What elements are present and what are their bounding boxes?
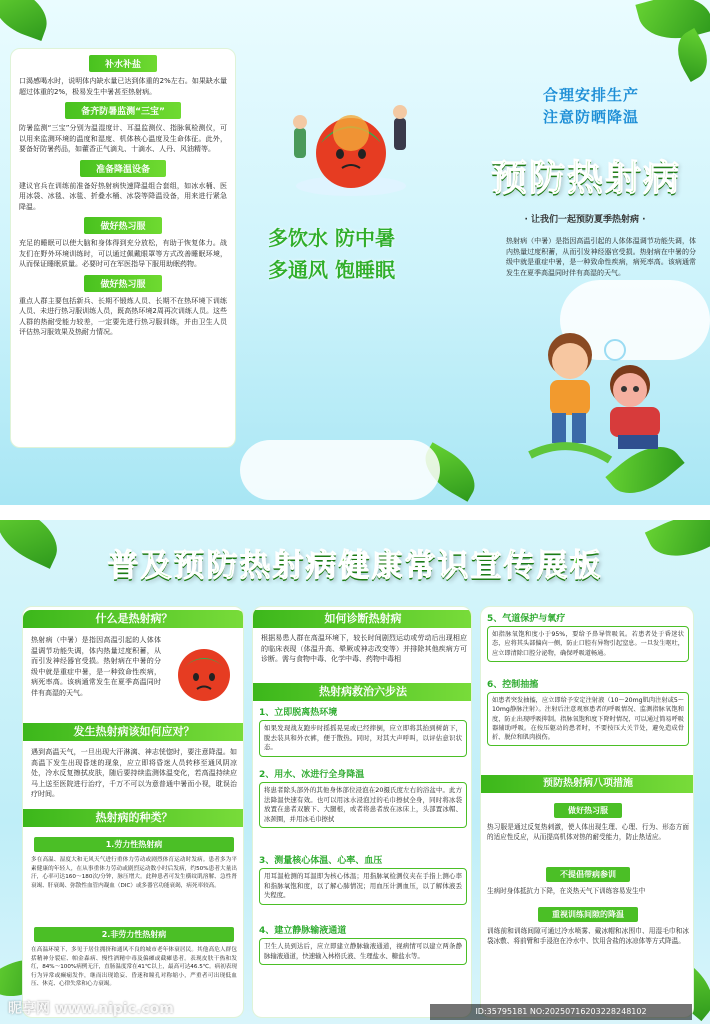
measure bbox=[487, 903, 689, 946]
tip-text: 防暑监测“三宝”分别为温湿度计、耳温监测仪、指脉氧检测仪，可以用来监测环境的温度和湿度、机体核心温度及生命体征。此外，要备好防暑药品，如藿香正气滴丸、十滴水、人丹、风油精等。 bbox=[19, 124, 227, 153]
step-title: 6、控制抽搐 bbox=[487, 680, 539, 690]
column-1 bbox=[22, 606, 244, 1018]
type-text: 多在高温、湿度大和无风天气进行重体力劳动或剧烈体育运动时发病。患者多为平素健康的年轻人，在从事重体力劳动或剧烈运动数小时后发病，约50%患者大量出汗，心率可达160～180次/分钟，脉压增大。此种患者可发生横纹肌溶解、急性肾衰竭、肝衰竭、弥散性血管内凝血（DIC）或多器官功能衰竭，病死率较高。 bbox=[31, 857, 237, 889]
measure bbox=[487, 799, 689, 842]
tip-section bbox=[19, 217, 227, 270]
type-text: 在高温环境下，多见于居住拥挤和通风不良的城市老年体衰居民。其他高危人群包括精神分裂症、帕金森病、慢性酒精中毒及偏瘫或截瘫患者。表现皮肤干热和发红，84%～100%病例无汗，直肠温度常在41℃以上，最高可达46.5℃。病初表现行为异常或癫痫发作，继而出现谵妄、昏迷和瞳孔对称缩小，严重者可出现低血压、休克、心律失常和心力衰竭。 bbox=[31, 947, 237, 987]
step-title: 1、立即脱离热环境 bbox=[259, 708, 338, 718]
type-title: 2.非劳力性热射病 bbox=[34, 927, 234, 942]
children-fanning-illustration bbox=[510, 325, 680, 465]
tip-section bbox=[19, 275, 227, 338]
column-3 bbox=[480, 606, 694, 1018]
measure-text: 热习服是通过反复热刺激，使人体出现生理、心理、行为、形态方面的适应性反应，从而提高机体对热的耐受能力，防止热适应。 bbox=[487, 823, 689, 841]
banner-title: 普及预防热射病健康常识宣传展板 bbox=[107, 548, 603, 584]
tip-section bbox=[19, 102, 227, 155]
rescue-step bbox=[487, 677, 689, 746]
tip-section bbox=[19, 160, 227, 213]
watermark-logo: 昵享网 www.nipic.com bbox=[8, 1001, 174, 1017]
step-title: 4、建立静脉输液通道 bbox=[259, 926, 347, 936]
tip-text: 充足的睡眠可以使大脑和身体得到充分放松，有助于恢复体力。战友们在野外环境训练时，可以通过佩戴眼罩等方式改善睡眠环境，从而保证睡眠质量。必要时可在军医指导下服用助眠药物。 bbox=[19, 239, 227, 268]
leaf-decoration bbox=[0, 0, 55, 41]
section-header: 热射病救治六步法 bbox=[253, 683, 472, 701]
panel-gap bbox=[0, 505, 710, 520]
rescue-step bbox=[259, 923, 467, 965]
slogan-line: 合理安排生产 bbox=[542, 86, 639, 104]
hot-earth-mascot bbox=[169, 637, 239, 707]
column-2 bbox=[252, 606, 472, 1018]
watermark-id: ID:35795181 NO:20250716203228248102 bbox=[430, 1004, 692, 1020]
cloud-decoration bbox=[240, 440, 440, 500]
measure-title: 重视训练间隙的降温 bbox=[538, 907, 638, 922]
what-text: 热射病（中暑）是指因高温引起的人体体温调节功能失调，体内热量过度积蓄，从而引发神经器官受损。热射病在中暑的分级中就是重症中暑，是一种致命性疾病，病死率高。该病通常发生在夏季高温同时伴有高湿的天气。 bbox=[31, 636, 161, 697]
measure-title: 不提倡带病参训 bbox=[546, 867, 630, 882]
section-header: 什么是热射病？ bbox=[23, 610, 244, 628]
tip-title: 补水补盐 bbox=[89, 55, 157, 72]
tip-title: 做好热习服 bbox=[84, 275, 161, 292]
tip-text: 重点人群主要包括新兵、长期不锻炼人员、长期不在热环境下训练人员、未进行热习服训练人员，既高热环境2周再次训练人员。这些人群的热耐受能力较差，一定要先进行热习服训练，并由卫生人员评估热习服效果及热耐力情况。 bbox=[19, 296, 227, 336]
diagnose-text: 根据易患人群在高温环境下，较长时间剧烈运动或劳动后出现相应的临床表现（体温升高、晕厥或神志改变等）并排除其他疾病方可诊断。需与食物中毒、化学中毒、药物中毒相 bbox=[261, 634, 467, 663]
rescue-step bbox=[259, 767, 467, 828]
subtitle: · 让我们一起预防夏季热射病 · bbox=[524, 215, 646, 225]
section-header: 如何诊断热射病 bbox=[253, 610, 472, 628]
step-text: 用耳温枪测的耳温即为核心体温；用指脉氧检测仪夹在手指上测心率和指脉氧饱和度，以了解心肺情况；用血压计测血压，以了解体液丢失程度。 bbox=[259, 868, 467, 905]
respond-text: 遇到高温天气，一旦出现大汗淋漓、神志恍惚时，要注意降温。如高温下发生出现昏迷的现象，应立即将昏迷人员转移至通风阴凉处，冷水反复擦拭皮肤，随后要持续监测体温变化，若高温持续应马上送至医院进行治疗，千万不可以为意普通中暑而小视，耽误治疗时间。 bbox=[31, 748, 237, 798]
big-slogan-line: 多饮水 防中暑 bbox=[268, 226, 395, 250]
main-title: 预防热射病 bbox=[490, 158, 681, 199]
step-text: 如果发现战友跑步时摇摇晃晃或已经摔倒，应立即将其抬到树荫下，脱去装具和外衣裤，便于散热。同时，对其大声呼叫，以评估意识状态。 bbox=[259, 720, 467, 757]
tip-title: 准备降温设备 bbox=[80, 160, 166, 177]
big-slogan bbox=[268, 222, 468, 286]
measure-text: 训练前和训练间隙可通过冷水喷雾、戴冰帽和冰围巾、用湿毛巾和冰袋冰敷、将前臂和手浸泡在冷水中、饮用含盐的冰凉体等方式降温。 bbox=[487, 927, 689, 945]
step-text: 如指脉氧饱和度小于95%，要给予鼻导管吸氧。若患者处于昏迷状态，应将其头部偏向一侧，防止口腔有异物引起窒息。一旦发生呕吐，应立即清除口腔分泌物，确保呼吸道畅通。 bbox=[487, 626, 689, 662]
tip-title: 备齐防暑监测“三宝” bbox=[65, 102, 181, 119]
tip-text: 口渴感喝水时，说明体内缺水量已达到体重的2%左右。如果缺水量超过体重的2%，极易发生中暑甚至热射病。 bbox=[19, 77, 227, 96]
measure bbox=[487, 863, 689, 896]
section-header: 预防热射病八项措施 bbox=[481, 775, 694, 793]
rescue-step bbox=[487, 611, 689, 662]
tip-text: 建议官兵在训练前准备好热射病快速降温组合套组，如冰水桶、医用冰袋、冰毯、冰毯、折叠水桶、冰袋等降温设备，用来进行紧急降温。 bbox=[19, 181, 227, 211]
step-title: 2、用水、冰进行全身降温 bbox=[259, 770, 365, 780]
measure-title: 做好热习服 bbox=[554, 803, 622, 818]
step-title: 5、气道保护与氧疗 bbox=[487, 614, 566, 624]
step-text: 如患者突发抽搐，应立即给予安定注射液（10～20mg肌肉注射或5～10mg静脉注射）。注射后注意观察患者的呼吸情况、监测指脉氧饱和度，防止出现呼吸抑制。指脉氧饱和度下降时情况，可以通过简易呼吸器辅助呼吸。在按压躯动的患者时，不要按压大关节处，避免造成骨折、脱位和肌肉损伤。 bbox=[487, 692, 689, 746]
bottom-panel bbox=[0, 520, 710, 1024]
tip-section bbox=[19, 55, 227, 97]
rescue-step bbox=[259, 705, 467, 757]
step-text: 将患者除头部外的其他身体部位浸泡在20摄氏度左右的浴盆中。此方法降温快速有效。也可以用冰水浸泡过的毛巾擦拭全身，同时将冰袋放置在患者双腋下、大腿根，或者将患者放在冰床上，头部置冰帽、冰颈圈，并用冰毛巾擦拭 bbox=[259, 782, 467, 828]
intro-text: 热射病（中暑）是指因高温引起的人体体温调节功能失调，体内热量过度积蓄，从而引发神经器官受损。热射病在中暑的分级中就是重症中暑，是一种致命性疾病，病死率高。该病通常发生在夏季高温同时伴有高湿的天气。 bbox=[506, 237, 696, 277]
type-1 bbox=[31, 833, 237, 890]
step-title: 3、测量核心体温、心率、血压 bbox=[259, 856, 383, 866]
big-slogan-line: 多通风 饱睡眠 bbox=[268, 258, 395, 282]
rescue-step bbox=[259, 853, 467, 905]
tip-title: 做好热习服 bbox=[84, 217, 161, 234]
step-text: 卫生人员到达后，应立即建立静脉输液通道，视病情可以建立两条静脉输液通道，快速输入林格氏液、生理盐水、糖盐水等。 bbox=[259, 938, 467, 965]
slogan-line: 注意防晒降温 bbox=[542, 108, 639, 126]
top-panel bbox=[0, 0, 710, 505]
measure-text: 生病时身体抵抗力下降，在炎热天气下训练容易发生中 bbox=[487, 887, 646, 895]
slogan-block bbox=[486, 84, 696, 128]
tips-sidebar bbox=[10, 48, 236, 448]
section-header: 发生热射病该如何应对？ bbox=[23, 723, 244, 741]
type-2 bbox=[31, 923, 237, 989]
section-header: 热射病的种类？ bbox=[23, 809, 244, 827]
type-title: 1.劳力性热射病 bbox=[34, 837, 234, 852]
hot-earth-illustration bbox=[276, 88, 436, 198]
